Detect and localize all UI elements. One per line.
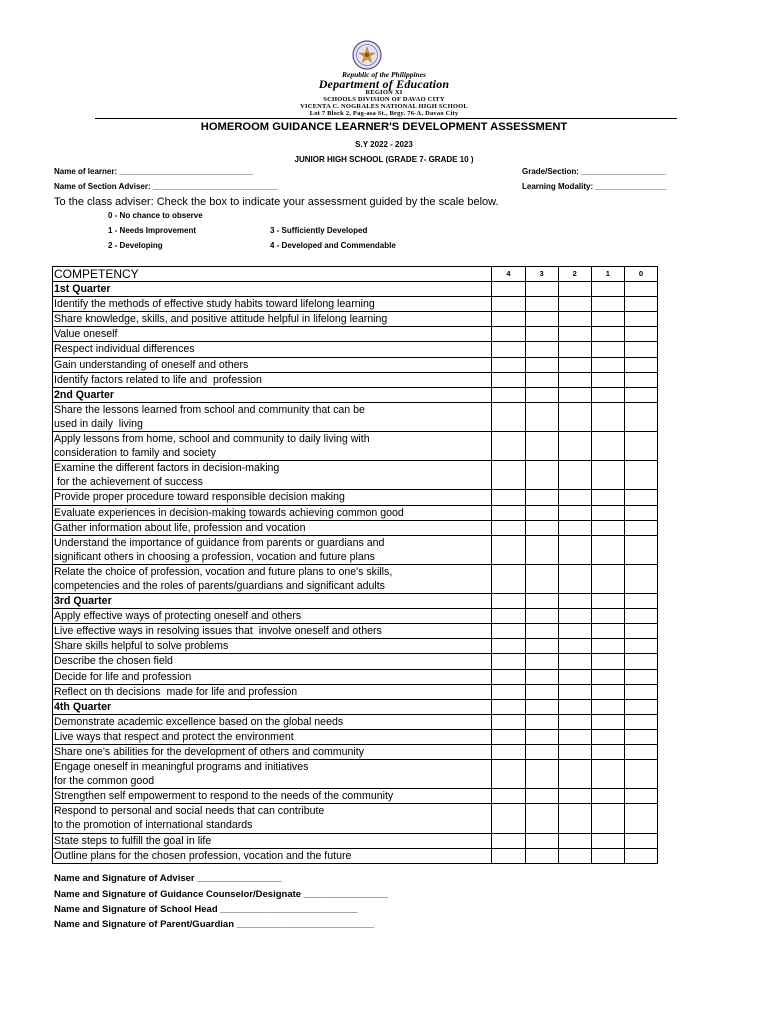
rating-checkbox-2 <box>558 594 591 609</box>
competency-row <box>53 714 658 729</box>
competency-row <box>53 297 658 312</box>
rating-checkbox-1[interactable] <box>591 402 624 431</box>
rating-checkbox-4[interactable] <box>492 461 525 490</box>
rating-checkbox-2[interactable] <box>558 669 591 684</box>
rating-checkbox-1[interactable] <box>591 804 624 833</box>
rating-checkbox-4[interactable] <box>492 520 525 535</box>
competency-header: COMPETENCY <box>53 267 492 282</box>
rating-checkbox-1 <box>591 387 624 402</box>
rating-checkbox-3[interactable] <box>525 312 558 327</box>
competency-line: for the common good <box>54 775 155 788</box>
rating-checkbox-3 <box>525 699 558 714</box>
header-address: Lot 7 Block 2, Pag-asa St., Brgy. 76-A, Davao City <box>309 110 459 117</box>
rating-checkbox-1[interactable] <box>591 297 624 312</box>
scale-3: 3 - Sufficiently Developed <box>270 226 368 235</box>
rating-checkbox-2[interactable] <box>558 789 591 804</box>
grade-level: JUNIOR HIGH SCHOOL (GRADE 7- GRADE 10 ) <box>294 155 474 164</box>
competency-text <box>53 789 492 804</box>
rating-checkbox-3[interactable] <box>525 535 558 564</box>
competency-row <box>53 669 658 684</box>
rating-checkbox-2[interactable] <box>558 624 591 639</box>
rating-checkbox-1 <box>591 699 624 714</box>
competency-row <box>53 312 658 327</box>
rating-checkbox-2[interactable] <box>558 684 591 699</box>
rating-checkbox-4[interactable] <box>492 714 525 729</box>
competency-row <box>53 833 658 848</box>
rating-checkbox-0[interactable] <box>624 342 657 357</box>
instruction-text: To the class adviser: Check the box to indicate your assessment guided by the scale below. <box>54 196 499 208</box>
rating-checkbox-2[interactable] <box>558 505 591 520</box>
learner-name-field[interactable]: Name of learner: ______________________________ <box>54 167 253 176</box>
rating-checkbox-3[interactable] <box>525 714 558 729</box>
quarter-section-row <box>53 282 658 297</box>
competency-row <box>53 432 658 461</box>
column-header-2: 2 <box>558 267 591 282</box>
competency-row <box>53 564 658 593</box>
quarter-section-row <box>53 699 658 714</box>
competency-row <box>53 729 658 744</box>
rating-checkbox-1[interactable] <box>591 342 624 357</box>
rating-checkbox-4[interactable] <box>492 297 525 312</box>
competency-line: Share skills helpful to solve problems <box>54 640 229 653</box>
rating-checkbox-4[interactable] <box>492 564 525 593</box>
rating-checkbox-1[interactable] <box>591 564 624 593</box>
header-division: SCHOOLS DIVISION OF DAVAO CITY <box>323 96 445 103</box>
rating-checkbox-0[interactable] <box>624 357 657 372</box>
rating-checkbox-1[interactable] <box>591 833 624 848</box>
rating-checkbox-3[interactable] <box>525 564 558 593</box>
rating-checkbox-4[interactable] <box>492 684 525 699</box>
competency-row <box>53 804 658 833</box>
rating-checkbox-2[interactable] <box>558 357 591 372</box>
rating-checkbox-1[interactable] <box>591 461 624 490</box>
rating-checkbox-4[interactable] <box>492 848 525 863</box>
rating-checkbox-2[interactable] <box>558 372 591 387</box>
rating-checkbox-0[interactable] <box>624 490 657 505</box>
rating-checkbox-4[interactable] <box>492 639 525 654</box>
rating-checkbox-2[interactable] <box>558 490 591 505</box>
rating-checkbox-3[interactable] <box>525 432 558 461</box>
rating-checkbox-2[interactable] <box>558 520 591 535</box>
competency-row <box>53 745 658 760</box>
rating-checkbox-2 <box>558 282 591 297</box>
rating-checkbox-1[interactable] <box>591 490 624 505</box>
rating-checkbox-4[interactable] <box>492 789 525 804</box>
rating-checkbox-1 <box>591 282 624 297</box>
rating-checkbox-1[interactable] <box>591 372 624 387</box>
competency-line: Decide for life and profession <box>54 670 192 683</box>
rating-checkbox-1[interactable] <box>591 745 624 760</box>
rating-checkbox-0[interactable] <box>624 564 657 593</box>
column-header-3: 3 <box>525 267 558 282</box>
rating-checkbox-1 <box>591 594 624 609</box>
rating-checkbox-2[interactable] <box>558 535 591 564</box>
competency-line: Identify factors related to life and profession <box>54 373 262 386</box>
rating-checkbox-0[interactable] <box>624 505 657 520</box>
rating-checkbox-4[interactable] <box>492 669 525 684</box>
rating-checkbox-4 <box>492 699 525 714</box>
rating-checkbox-4[interactable] <box>492 609 525 624</box>
competency-text <box>53 745 492 760</box>
competency-line: Apply lessons from home, school and community to daily living with <box>54 433 370 446</box>
rating-checkbox-0 <box>624 282 657 297</box>
rating-checkbox-0[interactable] <box>624 684 657 699</box>
scale-1: 1 - Needs Improvement <box>108 226 197 235</box>
competency-text <box>53 714 492 729</box>
quarter-label: 3rd Quarter <box>53 594 492 609</box>
rating-checkbox-1[interactable] <box>591 789 624 804</box>
competency-text <box>53 432 492 461</box>
rating-checkbox-3[interactable] <box>525 505 558 520</box>
header-region: REGION XI <box>365 89 403 96</box>
rating-checkbox-0[interactable] <box>624 402 657 431</box>
rating-checkbox-0[interactable] <box>624 804 657 833</box>
rating-checkbox-0 <box>624 387 657 402</box>
rating-checkbox-2[interactable] <box>558 848 591 863</box>
rating-checkbox-4[interactable] <box>492 654 525 669</box>
form-title: HOMEROOM GUIDANCE LEARNER'S DEVELOPMENT ASSESSMENT <box>200 121 568 133</box>
rating-checkbox-4[interactable] <box>492 327 525 342</box>
competency-line: Apply effective ways of protecting oneself and others <box>54 610 302 623</box>
deped-seal-icon <box>352 40 382 70</box>
competency-line: Share the lessons learned from school and community that can be <box>54 403 365 416</box>
rating-checkbox-0[interactable] <box>624 312 657 327</box>
competency-line: Live ways that respect and protect the environment <box>54 730 294 743</box>
competency-row <box>53 372 658 387</box>
competency-row <box>53 461 658 490</box>
school-year: S.Y 2022 - 2023 <box>355 140 413 149</box>
competency-text <box>53 342 492 357</box>
competency-text <box>53 669 492 684</box>
quarter-section-row <box>53 594 658 609</box>
competency-row <box>53 789 658 804</box>
rating-checkbox-3[interactable] <box>525 760 558 789</box>
rating-checkbox-4[interactable] <box>492 535 525 564</box>
competency-line: consideration to family and society <box>54 447 216 460</box>
rating-checkbox-0[interactable] <box>624 297 657 312</box>
competency-text <box>53 609 492 624</box>
rating-checkbox-2[interactable] <box>558 714 591 729</box>
rating-checkbox-0[interactable] <box>624 432 657 461</box>
competency-line: Respond to personal and social needs that can contribute <box>54 805 325 818</box>
competency-line: competencies and the roles of parents/guardians and significant adults <box>54 579 385 592</box>
scale-2: 2 - Developing <box>108 241 163 250</box>
rating-checkbox-0[interactable] <box>624 624 657 639</box>
rating-checkbox-2[interactable] <box>558 760 591 789</box>
rating-checkbox-4[interactable] <box>492 432 525 461</box>
rating-checkbox-1[interactable] <box>591 684 624 699</box>
rating-checkbox-2[interactable] <box>558 745 591 760</box>
rating-checkbox-3[interactable] <box>525 804 558 833</box>
rating-checkbox-3[interactable] <box>525 789 558 804</box>
competency-text <box>53 312 492 327</box>
rating-checkbox-4 <box>492 282 525 297</box>
competency-text <box>53 760 492 789</box>
quarter-section-row <box>53 387 658 402</box>
rating-checkbox-2[interactable] <box>558 402 591 431</box>
header-department: Department of Education <box>318 77 450 91</box>
column-header-0: 0 <box>624 267 657 282</box>
competency-line: used in daily living <box>54 417 143 430</box>
competency-text <box>53 684 492 699</box>
rating-checkbox-1[interactable] <box>591 609 624 624</box>
competency-line: Gain understanding of oneself and others <box>54 358 249 371</box>
rating-checkbox-0[interactable] <box>624 729 657 744</box>
counselor-signature-line[interactable]: Name and Signature of Guidance Counselor/Designate ________________ <box>54 889 389 900</box>
rating-checkbox-0 <box>624 699 657 714</box>
rating-checkbox-0[interactable] <box>624 789 657 804</box>
rating-checkbox-0[interactable] <box>624 714 657 729</box>
rating-checkbox-0[interactable] <box>624 760 657 789</box>
competency-line: Outline plans for the chosen profession, vocation and the future <box>54 849 352 862</box>
competency-line: Respect individual differences <box>54 343 195 356</box>
rating-checkbox-3[interactable] <box>525 848 558 863</box>
rating-checkbox-3[interactable] <box>525 669 558 684</box>
competency-row <box>53 624 658 639</box>
competency-row <box>53 505 658 520</box>
rating-checkbox-2[interactable] <box>558 654 591 669</box>
rating-checkbox-3[interactable] <box>525 461 558 490</box>
competency-line: Gather information about life, profession and vocation <box>54 521 306 534</box>
quarter-label: 4th Quarter <box>53 699 492 714</box>
rating-checkbox-2[interactable] <box>558 312 591 327</box>
competency-line: Provide proper procedure toward responsible decision making <box>54 491 345 504</box>
rating-checkbox-0[interactable] <box>624 654 657 669</box>
competency-row <box>53 520 658 535</box>
rating-checkbox-0[interactable] <box>624 848 657 863</box>
competency-line: Value oneself <box>54 328 118 341</box>
competency-line: Reflect on th decisions made for life and profession <box>54 685 298 698</box>
rating-checkbox-3[interactable] <box>525 327 558 342</box>
rating-checkbox-3[interactable] <box>525 729 558 744</box>
header-school: VICENTA C. NOGRALES NATIONAL HIGH SCHOOL <box>300 103 468 110</box>
rating-checkbox-2[interactable] <box>558 609 591 624</box>
rating-checkbox-3[interactable] <box>525 372 558 387</box>
rating-checkbox-2[interactable] <box>558 432 591 461</box>
section-adviser-field[interactable]: Name of Section Adviser: ____________________________ <box>54 182 278 191</box>
competency-row <box>53 848 658 863</box>
rating-checkbox-3[interactable] <box>525 639 558 654</box>
competency-row <box>53 490 658 505</box>
rating-checkbox-0[interactable] <box>624 639 657 654</box>
competency-line: Identify the methods of effective study habits toward lifelong learning <box>54 298 375 311</box>
rating-checkbox-3 <box>525 387 558 402</box>
competency-text <box>53 624 492 639</box>
rating-checkbox-2[interactable] <box>558 833 591 848</box>
competency-line: significant others in choosing a profession, vocation and future plans <box>54 550 375 563</box>
competency-line: Describe the chosen field <box>54 655 173 668</box>
rating-checkbox-0[interactable] <box>624 372 657 387</box>
rating-checkbox-2[interactable] <box>558 342 591 357</box>
competency-text <box>53 461 492 490</box>
learning-modality-field[interactable]: Learning Modality: ________________ <box>522 182 667 191</box>
rating-checkbox-3[interactable] <box>525 624 558 639</box>
rating-checkbox-1[interactable] <box>591 760 624 789</box>
competency-row <box>53 684 658 699</box>
rating-checkbox-3[interactable] <box>525 745 558 760</box>
rating-checkbox-3[interactable] <box>525 342 558 357</box>
table-header-row <box>53 267 658 282</box>
rating-checkbox-4[interactable] <box>492 312 525 327</box>
competency-line: Share knowledge, skills, and positive attitude helpful in lifelong learning <box>54 313 388 326</box>
rating-checkbox-2 <box>558 699 591 714</box>
rating-checkbox-0[interactable] <box>624 535 657 564</box>
competency-table <box>52 266 658 864</box>
rating-checkbox-1[interactable] <box>591 729 624 744</box>
competency-row <box>53 639 658 654</box>
rating-checkbox-0[interactable] <box>624 461 657 490</box>
competency-line: Demonstrate academic excellence based on the global needs <box>54 715 344 728</box>
rating-checkbox-4[interactable] <box>492 745 525 760</box>
competency-row <box>53 654 658 669</box>
competency-line: Live effective ways in resolving issues that involve oneself and others <box>54 625 382 638</box>
rating-checkbox-2[interactable] <box>558 804 591 833</box>
competency-text <box>53 848 492 863</box>
rating-checkbox-4[interactable] <box>492 357 525 372</box>
rating-checkbox-0[interactable] <box>624 745 657 760</box>
competency-text <box>53 729 492 744</box>
rating-checkbox-4[interactable] <box>492 624 525 639</box>
rating-checkbox-4[interactable] <box>492 402 525 431</box>
rating-checkbox-0[interactable] <box>624 833 657 848</box>
competency-text <box>53 297 492 312</box>
quarter-label: 1st Quarter <box>53 282 492 297</box>
rating-checkbox-4[interactable] <box>492 490 525 505</box>
competency-text <box>53 372 492 387</box>
rating-checkbox-1[interactable] <box>591 624 624 639</box>
rating-checkbox-3[interactable] <box>525 609 558 624</box>
rating-checkbox-4[interactable] <box>492 505 525 520</box>
competency-text <box>53 520 492 535</box>
competency-row <box>53 609 658 624</box>
rating-checkbox-4[interactable] <box>492 372 525 387</box>
rating-checkbox-4[interactable] <box>492 804 525 833</box>
rating-checkbox-2[interactable] <box>558 729 591 744</box>
rating-checkbox-1[interactable] <box>591 848 624 863</box>
competency-text <box>53 402 492 431</box>
competency-text <box>53 804 492 833</box>
rating-checkbox-2[interactable] <box>558 327 591 342</box>
rating-checkbox-1[interactable] <box>591 639 624 654</box>
rating-checkbox-4 <box>492 387 525 402</box>
rating-checkbox-3 <box>525 282 558 297</box>
competency-line: Evaluate experiences in decision-making towards achieving common good <box>54 506 404 519</box>
competency-text <box>53 833 492 848</box>
competency-line: to the promotion of international standards <box>54 819 253 832</box>
competency-text <box>53 654 492 669</box>
parent-signature-line[interactable]: Name and Signature of Parent/Guardian __________________________ <box>54 919 375 930</box>
competency-line: State steps to fulfill the goal in life <box>54 834 212 847</box>
rating-checkbox-3[interactable] <box>525 654 558 669</box>
grade-section-field[interactable]: Grade/Section: ___________________ <box>522 167 666 176</box>
rating-checkbox-4[interactable] <box>492 760 525 789</box>
competency-text <box>53 327 492 342</box>
rating-checkbox-2 <box>558 387 591 402</box>
competency-text <box>53 639 492 654</box>
competency-row <box>53 342 658 357</box>
school-head-signature-line[interactable]: Name and Signature of School Head __________________________ <box>54 904 358 915</box>
competency-text <box>53 535 492 564</box>
scale-4: 4 - Developed and Commendable <box>270 241 396 250</box>
rating-checkbox-3[interactable] <box>525 297 558 312</box>
rating-checkbox-0[interactable] <box>624 520 657 535</box>
rating-checkbox-4 <box>492 594 525 609</box>
rating-checkbox-1[interactable] <box>591 520 624 535</box>
competency-line: for the achievement of success <box>54 476 203 489</box>
rating-checkbox-4[interactable] <box>492 833 525 848</box>
rating-checkbox-3[interactable] <box>525 402 558 431</box>
rating-checkbox-1[interactable] <box>591 357 624 372</box>
rating-checkbox-0[interactable] <box>624 327 657 342</box>
competency-text <box>53 357 492 372</box>
scale-0: 0 - No chance to observe <box>108 211 203 220</box>
rating-checkbox-3[interactable] <box>525 684 558 699</box>
rating-checkbox-3[interactable] <box>525 520 558 535</box>
rating-checkbox-2[interactable] <box>558 461 591 490</box>
rating-checkbox-1[interactable] <box>591 669 624 684</box>
competency-row <box>53 535 658 564</box>
rating-checkbox-3[interactable] <box>525 490 558 505</box>
competency-row <box>53 357 658 372</box>
competency-line: Share one's abilities for the development of others and community <box>54 746 365 758</box>
rating-checkbox-3 <box>525 594 558 609</box>
competency-row <box>53 402 658 431</box>
rating-checkbox-4[interactable] <box>492 729 525 744</box>
rating-checkbox-4[interactable] <box>492 342 525 357</box>
adviser-signature-line[interactable]: Name and Signature of Adviser ________________ <box>54 873 282 884</box>
rating-checkbox-0[interactable] <box>624 669 657 684</box>
competency-text <box>53 564 492 593</box>
rating-checkbox-1[interactable] <box>591 505 624 520</box>
competency-text <box>53 490 492 505</box>
quarter-label: 2nd Quarter <box>53 387 492 402</box>
rating-checkbox-1[interactable] <box>591 714 624 729</box>
competency-text <box>53 505 492 520</box>
rating-checkbox-1[interactable] <box>591 654 624 669</box>
rating-checkbox-1[interactable] <box>591 327 624 342</box>
rating-checkbox-0 <box>624 594 657 609</box>
rating-checkbox-3[interactable] <box>525 833 558 848</box>
column-header-4: 4 <box>492 267 525 282</box>
competency-row <box>53 760 658 789</box>
column-header-1: 1 <box>591 267 624 282</box>
competency-row <box>53 327 658 342</box>
competency-line: Engage oneself in meaningful programs and initiatives <box>54 761 309 774</box>
rating-checkbox-0[interactable] <box>624 609 657 624</box>
competency-line: Examine the different factors in decision-making <box>54 462 280 475</box>
header-divider <box>95 118 677 119</box>
rating-checkbox-1[interactable] <box>591 535 624 564</box>
competency-line: Strengthen self empowerment to respond to the needs of the community <box>54 790 394 803</box>
rating-checkbox-3[interactable] <box>525 357 558 372</box>
rating-checkbox-2[interactable] <box>558 639 591 654</box>
competency-line: Understand the importance of guidance from parents or guardians and <box>54 536 385 549</box>
rating-checkbox-1[interactable] <box>591 312 624 327</box>
rating-checkbox-2[interactable] <box>558 564 591 593</box>
competency-line: Relate the choice of profession, vocation and future plans to one's skills, <box>54 565 393 578</box>
header-republic: Republic of the Philippines <box>342 70 426 79</box>
rating-checkbox-2[interactable] <box>558 297 591 312</box>
rating-checkbox-1[interactable] <box>591 432 624 461</box>
